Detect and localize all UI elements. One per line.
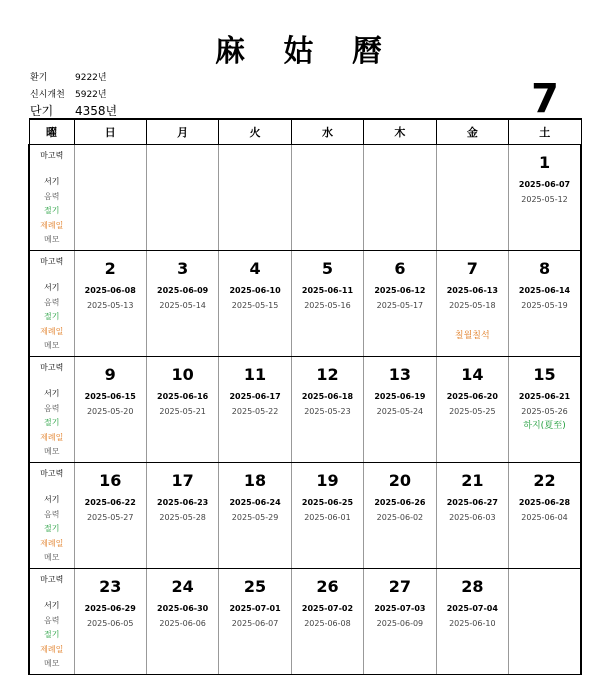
day-number: 20 — [388, 471, 412, 490]
meta-value: 4358년 — [75, 104, 118, 118]
day-cell[interactable] — [74, 251, 146, 357]
solar-date: 2025-06-11 — [301, 286, 354, 295]
solar-date: 2025-06-09 — [157, 286, 209, 295]
label-memo: 메모 — [44, 341, 60, 350]
day-number: 14 — [461, 365, 484, 384]
solar-date: 2025-06-23 — [157, 498, 209, 507]
lunar-date: 2025-05-17 — [376, 301, 424, 310]
memorial-day — [147, 647, 218, 662]
meta-label: 환기 — [30, 73, 48, 83]
label-jeolgi: 절기 — [44, 206, 60, 215]
week-row — [29, 251, 581, 357]
calendar-table — [28, 118, 582, 675]
weekday-header: 月 — [146, 119, 218, 145]
label-seogi: 서기 — [44, 177, 60, 186]
day-cell[interactable] — [146, 569, 218, 675]
solar-date: 2025-06-14 — [518, 286, 571, 295]
lunar-date: 2025-06-10 — [449, 619, 496, 628]
day-cell[interactable] — [436, 251, 508, 357]
label-eumnyeok: 음력 — [44, 615, 60, 625]
meta-hwangi — [30, 70, 107, 83]
lunar-date: 2025-05-25 — [449, 407, 496, 416]
day-cell[interactable] — [219, 145, 291, 251]
solar-date: 2025-06-12 — [374, 286, 426, 295]
week-row — [29, 145, 581, 251]
solar-date: 2025-06-13 — [446, 286, 498, 295]
solar-date: 2025-06-19 — [374, 392, 426, 401]
day-number: 27 — [388, 577, 412, 596]
solar-term — [364, 525, 435, 540]
label-seogi: 서기 — [44, 601, 60, 610]
weekday-header: 土 — [509, 119, 581, 145]
lunar-date — [219, 192, 290, 207]
day-cell[interactable] — [291, 251, 363, 357]
weekday-header: 木 — [364, 119, 436, 145]
day-number — [219, 150, 290, 175]
solar-date: 2025-06-27 — [446, 498, 498, 507]
label-jeolgi: 절기 — [44, 418, 60, 427]
label-jeolgi: 절기 — [44, 524, 60, 533]
label-seogi: 서기 — [44, 389, 60, 398]
day-cell[interactable] — [291, 145, 363, 251]
solar-term — [437, 313, 508, 328]
solar-date — [219, 177, 290, 192]
lunar-date: 2025-05-26 — [521, 407, 568, 416]
solar-date: 2025-06-30 — [157, 604, 209, 613]
day-cell[interactable] — [74, 569, 146, 675]
lunar-date: 2025-05-19 — [521, 301, 568, 310]
memorial-day — [219, 541, 290, 556]
label-jeryeil: 제례일 — [40, 220, 64, 230]
day-cell[interactable] — [509, 569, 581, 675]
solar-date — [292, 177, 363, 192]
day-number: 16 — [99, 471, 122, 490]
day-number — [147, 150, 218, 175]
solar-term — [147, 207, 218, 222]
day-number: 7 — [466, 259, 478, 278]
solar-date: 2025-06-26 — [374, 498, 426, 507]
label-jeryeil: 제례일 — [40, 326, 64, 336]
solar-term — [364, 313, 435, 328]
day-number: 3 — [177, 259, 189, 278]
day-number: 23 — [99, 577, 122, 596]
solar-term — [364, 631, 435, 646]
memorial-day — [147, 329, 218, 344]
memorial-day: 칠월칠석 — [454, 331, 490, 341]
label-jeryeil: 제례일 — [40, 432, 64, 442]
day-number: 18 — [243, 471, 267, 490]
row-label-cell — [29, 569, 74, 675]
label-eumnyeok: 음력 — [44, 403, 60, 413]
day-cell[interactable] — [74, 357, 146, 463]
label-magoryeok: 마고력 — [40, 469, 64, 478]
solar-term — [219, 631, 290, 646]
label-magoryeok: 마고력 — [40, 151, 64, 160]
day-number: 1 — [538, 153, 551, 172]
lunar-date: 2025-05-29 — [231, 513, 279, 522]
solar-date — [437, 177, 508, 192]
day-number: 11 — [243, 365, 267, 384]
solar-term — [437, 525, 508, 540]
label-seogi: 서기 — [44, 283, 60, 292]
day-number: 5 — [321, 259, 334, 278]
lunar-date: 2025-05-15 — [231, 301, 279, 310]
week-row — [29, 569, 581, 675]
memorial-day — [437, 435, 508, 450]
solar-term: 하지(夏至) — [523, 421, 566, 431]
day-cell[interactable] — [364, 357, 436, 463]
day-cell[interactable] — [74, 463, 146, 569]
solar-date: 2025-06-16 — [157, 392, 209, 401]
label-magoryeok: 마고력 — [40, 575, 64, 584]
day-number: 4 — [249, 259, 261, 278]
weekday-header: 火 — [219, 119, 291, 145]
weekday-header: 曜 — [29, 119, 74, 145]
memorial-day — [364, 223, 435, 238]
lunar-date — [292, 192, 363, 207]
weekday-header-row — [29, 119, 581, 145]
solar-term — [509, 313, 580, 328]
day-cell[interactable] — [146, 357, 218, 463]
solar-term — [219, 207, 290, 222]
solar-date: 2025-06-15 — [84, 392, 136, 401]
memorial-day — [509, 541, 580, 556]
label-jeryeil: 제례일 — [40, 538, 64, 548]
meta-dangi — [30, 102, 117, 119]
memorial-day — [75, 329, 146, 344]
label-memo: 메모 — [44, 553, 60, 562]
solar-term — [292, 419, 363, 434]
memorial-day — [509, 435, 580, 450]
memorial-day — [219, 329, 290, 344]
solar-term — [509, 525, 580, 540]
solar-date: 2025-06-10 — [229, 286, 281, 295]
memorial-day — [75, 223, 146, 238]
label-jeolgi: 절기 — [44, 630, 60, 639]
day-number: 13 — [388, 365, 412, 384]
label-eumnyeok: 음력 — [44, 191, 60, 201]
memorial-day — [219, 435, 290, 450]
solar-date — [75, 177, 146, 192]
lunar-date: 2025-06-02 — [376, 513, 424, 522]
day-number — [437, 150, 508, 175]
day-number: 25 — [243, 577, 267, 596]
memorial-day — [364, 329, 435, 344]
solar-term — [75, 207, 146, 222]
day-cell[interactable] — [146, 145, 218, 251]
solar-term — [75, 631, 146, 646]
memorial-day — [219, 647, 290, 662]
memorial-day — [437, 647, 508, 662]
solar-term — [437, 631, 508, 646]
lunar-date: 2025-06-01 — [304, 513, 351, 522]
solar-date: 2025-06-17 — [229, 392, 281, 401]
solar-date: 2025-06-08 — [84, 286, 136, 295]
day-number: 26 — [316, 577, 339, 596]
day-cell[interactable] — [509, 251, 581, 357]
lunar-date: 2025-05-14 — [159, 301, 206, 310]
solar-date — [147, 177, 218, 192]
lunar-date: 2025-06-05 — [86, 619, 134, 628]
memorial-day — [437, 541, 508, 556]
day-number: 6 — [394, 259, 406, 278]
day-cell[interactable] — [291, 463, 363, 569]
solar-date: 2025-06-25 — [301, 498, 354, 507]
lunar-date — [147, 192, 218, 207]
solar-date: 2025-06-07 — [518, 180, 571, 189]
solar-term — [75, 313, 146, 328]
lunar-date: 2025-06-07 — [231, 619, 279, 628]
solar-term — [292, 631, 363, 646]
solar-term — [437, 419, 508, 434]
day-number: 8 — [538, 259, 551, 278]
lunar-date: 2025-05-24 — [376, 407, 424, 416]
lunar-date — [364, 192, 435, 207]
row-label-cell — [29, 463, 74, 569]
solar-date: 2025-06-20 — [446, 392, 498, 401]
day-cell[interactable] — [436, 357, 508, 463]
week-row — [29, 463, 581, 569]
solar-date: 2025-06-24 — [229, 498, 281, 507]
lunar-date: 2025-05-22 — [231, 407, 279, 416]
lunar-date — [437, 192, 508, 207]
solar-date: 2025-06-18 — [301, 392, 354, 401]
solar-term — [292, 313, 363, 328]
solar-date: 2025-06-29 — [84, 604, 136, 613]
meta-value: 9222년 — [75, 73, 107, 83]
day-number: 28 — [461, 577, 484, 596]
day-number: 15 — [533, 365, 556, 384]
day-cell[interactable] — [146, 463, 218, 569]
solar-term — [147, 419, 218, 434]
meta-label: 단기 — [30, 104, 54, 118]
solar-date: 2025-07-04 — [446, 604, 498, 613]
memorial-day — [364, 647, 435, 662]
meta-label: 신시개천 — [30, 90, 65, 100]
solar-date — [364, 177, 435, 192]
day-number: 10 — [171, 365, 194, 384]
memorial-day — [75, 541, 146, 556]
lunar-date: 2025-06-09 — [376, 619, 424, 628]
day-cell[interactable] — [509, 145, 581, 251]
memorial-day — [147, 435, 218, 450]
solar-term — [219, 313, 290, 328]
row-label-cell — [29, 251, 74, 357]
lunar-date: 2025-05-20 — [86, 407, 134, 416]
day-number: 9 — [104, 365, 116, 384]
day-cell[interactable] — [364, 145, 436, 251]
day-cell[interactable] — [436, 145, 508, 251]
memorial-day — [292, 223, 363, 238]
memorial-day — [292, 435, 363, 450]
solar-date: 2025-06-22 — [84, 498, 136, 507]
day-cell[interactable] — [219, 569, 291, 675]
day-cell[interactable] — [436, 463, 508, 569]
solar-term — [75, 525, 146, 540]
memorial-day — [292, 647, 363, 662]
day-cell[interactable] — [509, 463, 581, 569]
day-cell[interactable] — [219, 357, 291, 463]
day-cell[interactable] — [436, 569, 508, 675]
label-eumnyeok: 음력 — [44, 509, 60, 519]
day-number: 21 — [461, 471, 484, 490]
solar-date: 2025-06-21 — [518, 392, 571, 401]
label-memo: 메모 — [44, 659, 60, 668]
day-cell[interactable] — [219, 463, 291, 569]
memorial-day — [292, 541, 363, 556]
day-cell[interactable] — [364, 463, 436, 569]
memorial-day — [437, 223, 508, 238]
day-cell[interactable] — [219, 251, 291, 357]
solar-term — [292, 525, 363, 540]
solar-date — [509, 601, 580, 616]
memorial-day — [75, 435, 146, 450]
lunar-date: 2025-05-21 — [159, 407, 206, 416]
lunar-date: 2025-06-08 — [304, 619, 351, 628]
lunar-date: 2025-05-23 — [304, 407, 351, 416]
day-cell[interactable] — [74, 145, 146, 251]
row-label-cell — [29, 357, 74, 463]
solar-term — [147, 313, 218, 328]
week-row — [29, 357, 581, 463]
solar-term — [292, 207, 363, 222]
solar-term — [364, 207, 435, 222]
label-seogi: 서기 — [44, 495, 60, 504]
solar-term — [364, 419, 435, 434]
weekday-header: 金 — [436, 119, 508, 145]
solar-date: 2025-07-02 — [301, 604, 354, 613]
day-number: 24 — [171, 577, 194, 596]
solar-term — [147, 631, 218, 646]
solar-term — [509, 207, 580, 222]
lunar-date: 2025-05-13 — [86, 301, 134, 310]
day-number: 22 — [533, 471, 556, 490]
day-cell[interactable] — [291, 569, 363, 675]
solar-term — [147, 525, 218, 540]
memorial-day — [147, 223, 218, 238]
day-number — [292, 150, 363, 175]
label-jeryeil: 제례일 — [40, 644, 64, 654]
month-number: 7 — [531, 76, 559, 122]
solar-term — [219, 525, 290, 540]
weekday-header: 日 — [74, 119, 146, 145]
memorial-day — [219, 223, 290, 238]
memorial-day — [509, 647, 580, 662]
memorial-day — [147, 541, 218, 556]
lunar-date: 2025-06-04 — [521, 513, 568, 522]
memorial-day — [509, 329, 580, 344]
page-title: 麻 姑 曆 — [215, 34, 396, 69]
memorial-day — [292, 329, 363, 344]
solar-date: 2025-06-28 — [518, 498, 571, 507]
lunar-date: 2025-06-06 — [159, 619, 206, 628]
label-eumnyeok: 음력 — [44, 297, 60, 307]
day-number: 17 — [171, 471, 194, 490]
row-label-cell — [29, 145, 74, 251]
lunar-date: 2025-05-16 — [304, 301, 351, 310]
day-number: 19 — [316, 471, 339, 490]
solar-date: 2025-07-01 — [229, 604, 281, 613]
memorial-day — [364, 541, 435, 556]
day-cell[interactable] — [364, 251, 436, 357]
solar-term — [75, 419, 146, 434]
label-magoryeok: 마고력 — [40, 363, 64, 372]
lunar-date: 2025-05-12 — [521, 195, 568, 204]
lunar-date — [75, 192, 146, 207]
day-cell[interactable] — [146, 251, 218, 357]
weekday-header: 水 — [291, 119, 363, 145]
label-memo: 메모 — [44, 235, 60, 244]
memorial-day — [75, 647, 146, 662]
meta-value: 5922년 — [75, 90, 107, 100]
day-number — [75, 150, 146, 175]
solar-date: 2025-07-03 — [374, 604, 426, 613]
memorial-day — [509, 223, 580, 238]
lunar-date: 2025-06-03 — [449, 513, 496, 522]
day-number: 12 — [316, 365, 339, 384]
label-memo: 메모 — [44, 447, 60, 456]
label-jeolgi: 절기 — [44, 312, 60, 321]
day-cell[interactable] — [364, 569, 436, 675]
lunar-date: 2025-05-28 — [159, 513, 206, 522]
day-number — [509, 574, 580, 599]
lunar-date — [509, 616, 580, 631]
meta-sinsi — [30, 87, 107, 100]
solar-term — [509, 631, 580, 646]
solar-term — [219, 419, 290, 434]
day-number: 2 — [104, 259, 116, 278]
lunar-date: 2025-05-27 — [86, 513, 134, 522]
day-number — [364, 150, 435, 175]
memorial-day — [364, 435, 435, 450]
label-magoryeok: 마고력 — [40, 257, 64, 266]
solar-term — [437, 207, 508, 222]
day-cell[interactable] — [509, 357, 581, 463]
day-cell[interactable] — [291, 357, 363, 463]
lunar-date: 2025-05-18 — [449, 301, 496, 310]
